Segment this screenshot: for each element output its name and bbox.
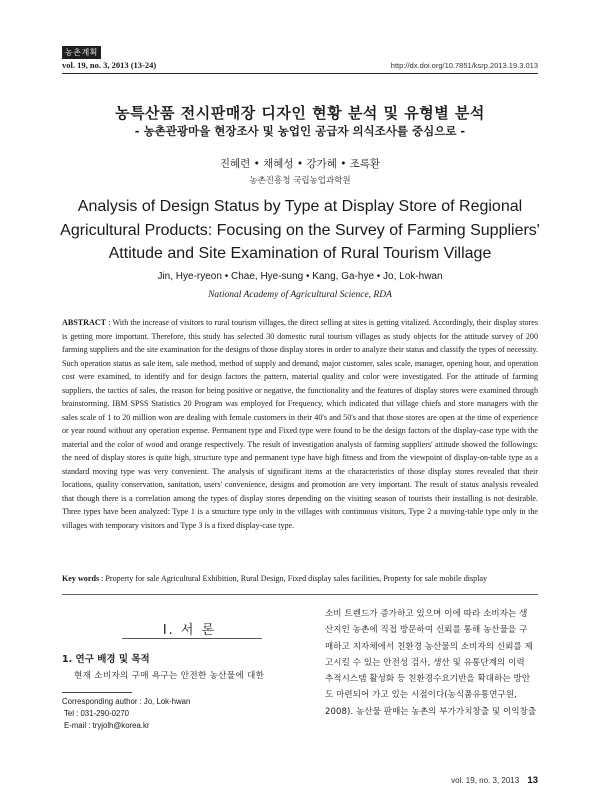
title-en: [40, 195, 560, 266]
journal-badge: 농촌계획: [62, 46, 101, 59]
intro-paragraph-left: 현재 소비자의 구매 욕구는 안전한 농산물에 대한: [74, 671, 265, 681]
text-line: 매하고 지자체에서 친환경 농산물의 소비자의 신뢰를 제: [325, 641, 533, 652]
section-heading: I. 서 론: [162, 623, 217, 638]
keywords-rule: [62, 594, 538, 595]
footer-volume: vol. 19, no. 3, 2013: [451, 776, 520, 785]
text-line: 고시킬 수 있는 안전성 검사, 생산 및 유통단계의 이력: [325, 657, 525, 668]
text-line: 산지인 농촌에 직접 방문하여 신뢰를 통해 농산물을 구: [325, 625, 528, 636]
authors-ko: 진혜련 • 채혜성 • 강가혜 • 조록환: [219, 158, 381, 170]
corresponding-author: Corresponding author : Jo, Lok-hwan: [62, 697, 191, 706]
footnote-rule: [62, 692, 132, 693]
keywords-label: Key words: [62, 574, 100, 583]
authors-en: Jin, Hye-ryeon • Chae, Hye-sung • Kang, Ga-hye • Jo, Lok-hwan: [157, 271, 443, 282]
text-line: 추적시스템 활성화 등 친환경수요기반을 확대하는 방안: [325, 674, 531, 685]
subtitle-ko: - 농촌관광마을 현장조사 및 농업인 공급자 의식조사를 중심으로 -: [134, 124, 466, 138]
title-en-line: Analysis of Design Status by Type at Display Store of Regional: [77, 198, 523, 215]
section-heading-underline: [122, 638, 262, 639]
page-footer: [451, 775, 538, 786]
title-ko: 농특산품 전시판매장 디자인 현황 분석 및 유형별 분석: [115, 104, 485, 122]
affiliation-ko: 농촌진흥청 국립농업과학원: [249, 176, 351, 186]
page-number: 13: [527, 775, 538, 786]
text-line: 소비 트렌드가 증가하고 있으며 이에 따라 소비자는 생: [325, 609, 528, 619]
text-line: 도 마련되어 가고 있는 시점이다(농식품유통연구원,: [325, 690, 517, 701]
title-en-line: Attitude and Site Examination of Rural Tourism Village: [108, 245, 492, 262]
abstract: [62, 316, 538, 532]
intro-paragraph-right: [325, 606, 543, 720]
text-line: 2008). 농산물 판매는 농촌의 부가가치창출 및 이익창출: [325, 706, 537, 717]
corresponding-tel: Tel : 031-290-0270: [64, 709, 130, 718]
doi-link[interactable]: http://dx.doi.org/10.7851/ksrp.2013.19.3.013: [390, 61, 538, 70]
keywords-text: : Property for sale Agricultural Exhibition, Rural Design, Fixed display sales facilities, Property for sale mobile display: [101, 574, 488, 583]
header-rule: [62, 73, 538, 74]
title-en-line: Agricultural Products: Focusing on the Survey of Farming Suppliers': [60, 221, 540, 239]
affiliation-en: National Academy of Agricultural Science, RDA: [208, 290, 392, 300]
keywords: [62, 574, 538, 583]
subsection-heading: 1. 연구 배경 및 목적: [62, 654, 150, 665]
abstract-label: ABSTRACT: [62, 318, 107, 327]
abstract-text: : With the increase of visitors to rural tourism villages, the direct selling at sites is getting vitalized. Accordingly, their display stores is getting more important. Therefore, this study has selected 30 domestic rural tourism villages as study objects for the attitude survey of 200 farming suppliers and the site examination for the designs of those display stores in order to analyze their status and classify the types of necessity. Such operation status as sale item, sale method, method of supply and demand, major customer, sales scale, manager, opening hour, and operation cost were examined, to identify and for design factors the pattern, material quality and color were investigated. For the attitude of farming suppliers, the tactics of sales, the reason for being positive or negative, the functionality and the features of display stores were examined through brainstorming. IBM SPSS Statistics 20 Program was employed for Frequency, which indicated that village chiefs and store managers with the sales scale of 1 to 20 million won are dealing with female customers in their 40's and 50's and that those stores are open at the time of experience or year round without any operation expense. Permanent type and Fixed type were found to be the design factors of the display-case type with the material and the color of wood and orange respectively. The result of investigation analysis of farming suppliers' attitude showed the followings: the need of display stores is quite high, structure type and permanent type have high fitness and from the viewpoint of display-on-table type as a standard moving type was very convenient. The analysis of significant items at the characteristics of those display stores revealed that their locations, quality conservation, sanitation, users' convenience, designs and promotion are very important. The result of status analysis revealed that though there is a correlation among the types of display stores depending on the visiting season of tourists their installing is not desirable. Three types have been analyzed: Type 1 is a structure type only in the villages with continuous visitors, Type 2 a moving-table type only in the villages with temporary visitors and Type 3 is a fixed display-case type.: [62, 318, 538, 530]
corresponding-email[interactable]: E-mail : tryjolh@korea.kr: [64, 721, 150, 730]
volume-info: vol. 19, no. 3, 2013 (13-24): [62, 60, 157, 70]
